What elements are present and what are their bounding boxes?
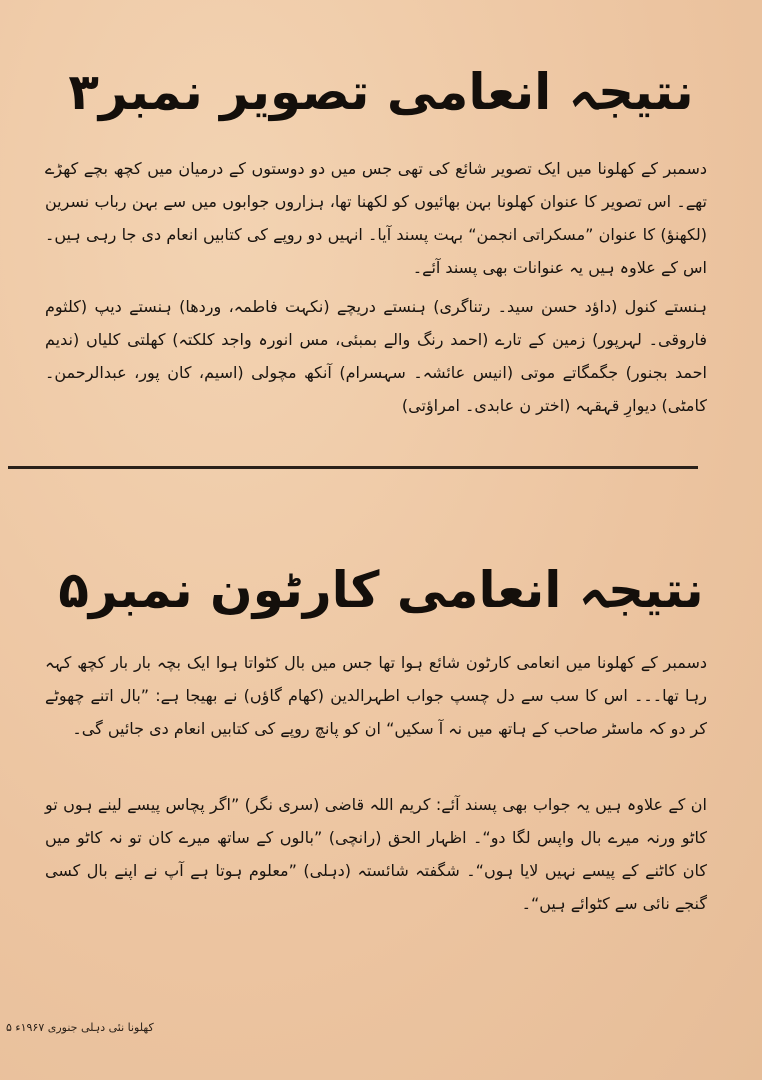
section1-paragraph-2: ہنستے کنول (داؤد حسن سید۔ رتناگری) ہنستے دریچے (نکہت فاطمہ، وردھا) ہنستے دیپ (کلثوم فاروقی۔ لہرپور) زمین کے تارے (احمد رنگ والے بمبئی، مس انورہ واجد کلکتہ) کھلتی کلیاں (ندیم احمد بجنور) جگمگاتے موتی (انیس عائشہ۔ سہسرام) آنکھ مچولی (اسیم، کان پور، عبدالرحمن۔ کامٹی) دیوارِ قہقہہ (اختر ن عابدی۔ امراؤتی) (45, 297, 707, 415)
section1-title: نتیجہ انعامی تصویر نمبر۳ (68, 63, 694, 121)
section-divider (8, 466, 698, 469)
section2-paragraph-2: ان کے علاوہ ہیں یہ جواب بھی پسند آئے: کریم اللہ قاضی (سری نگر) ”اگر پچاس پیسے لینے ہوں تو کاٹو ورنہ میرے بال واپس لگا دو“۔ اظہار الحق (رانچی) ”بالوں کے ساتھ میرے کان تو نہ کاٹو میں کان کاٹنے کے پیسے نہیں لایا ہوں“۔ شگفتہ شائستہ (دہلی) ”معلوم ہوتا ہے آپ نے اپنے بال کسی گنجے نائی سے کٹوائے ہیں“۔ (45, 795, 708, 913)
section2-title: نتیجہ انعامی کارٹون نمبر۵ (58, 561, 704, 619)
section1-paragraph-1: دسمبر کے کھلونا میں ایک تصویر شائع کی تھی جس میں دو دوستوں کے درمیان میں کچھ بچے کھڑے تھے۔ اس تصویر کا عنوان کھلونا بہن بھائیوں کو لکھنا تھا، ہزاروں جوابوں میں سے بہن رباب نسرین (لکھنؤ) کا عنوان ”مسکراتی انجمن“ بہت پسند آیا۔ انہیں دو روپے کی کتابیں انعام دی جا رہی ہیں۔ اس کے علاوہ ہیں یہ عنوانات بھی پسند آئے۔ (45, 159, 707, 277)
section2-paragraph-1: دسمبر کے کھلونا میں انعامی کارٹون شائع ہوا تھا جس میں بال کٹواتا ہوا ایک بچہ بار بار کچھ کہہ رہا تھا۔۔۔ اس کا سب سے دل چسپ جواب اطہرالدین (کھام گاؤں) نے بھیجا ہے: ”بال اتنے چھوٹے کر دو کہ ماسٹر صاحب کے ہاتھ میں نہ آ سکیں“ ان کو پانچ روپے کی کتابیں انعام دی جائیں گی۔ (45, 653, 707, 738)
page-footer: کھلونا نئی دہلی جنوری ۱۹۶۷ء ۵ (6, 1021, 154, 1034)
